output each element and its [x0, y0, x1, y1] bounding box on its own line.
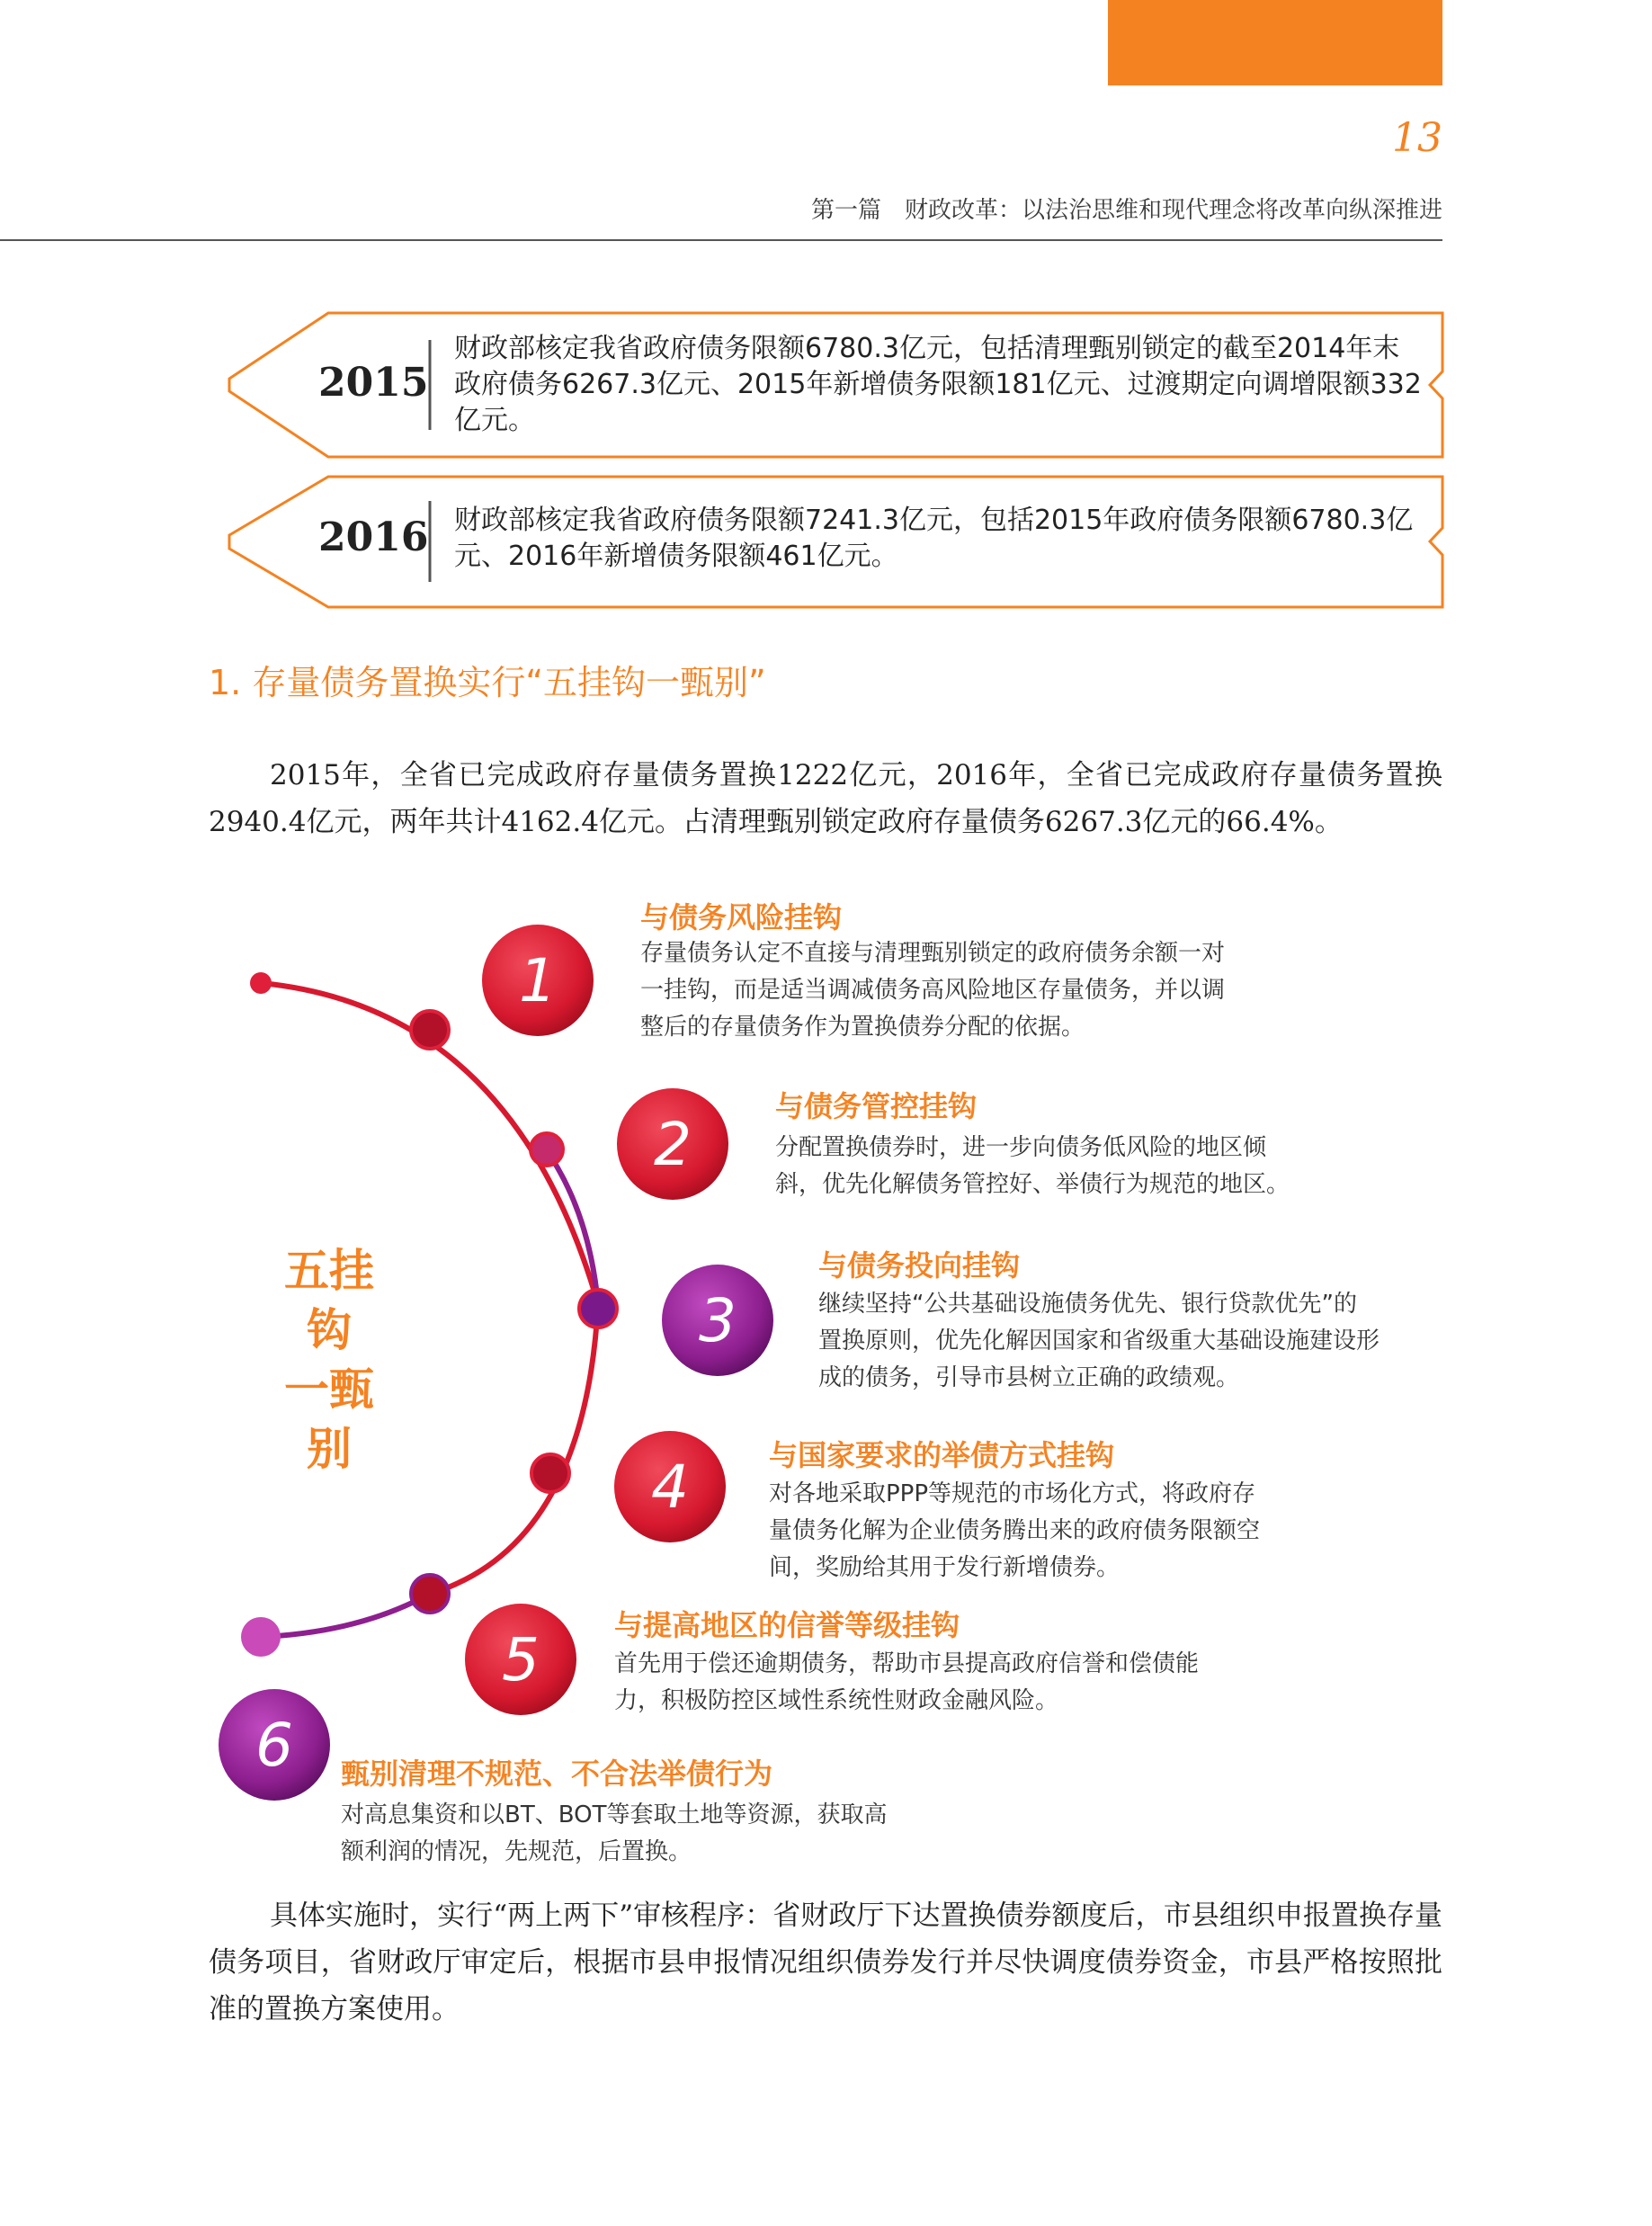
- item-6-desc-line: 额利润的情况，先规范，后置换。: [341, 1838, 692, 1865]
- running-head: 第一篇 财政改革：以法治思维和现代理念将改革向纵深推进: [810, 197, 1442, 224]
- item-3-desc: [818, 1286, 1380, 1397]
- item-3-desc-line: 继续坚持“公共基础设施债务优先、银行贷款优先”的: [818, 1291, 1357, 1318]
- item-5-desc: [614, 1646, 1199, 1720]
- arc-dot-start: [250, 972, 272, 994]
- badge-number-4: 4: [651, 1452, 689, 1522]
- item-3-desc-line: 置换原则，优先化解因国家和省级重大基础设施建设形: [818, 1328, 1380, 1354]
- item-5-desc-line: 力，积极防控区域性系统性财政金融风险。: [614, 1687, 1059, 1714]
- arc-dot-1: [411, 1011, 449, 1049]
- year-label-2016: 2016: [318, 514, 429, 560]
- item-3-desc-line: 成的债务，引导市县树立正确的政绩观。: [818, 1364, 1240, 1391]
- item-6-title: 甄别清理不规范、不合法举债行为: [341, 1757, 773, 1791]
- center-label-line2: 一甄别: [284, 1363, 374, 1475]
- arc-dot-end: [241, 1617, 281, 1657]
- item-1-title: 与债务风险挂钩: [640, 900, 843, 934]
- item-4-desc-line: 量债务化解为企业债务腾出来的政府债务限额空: [769, 1517, 1261, 1544]
- section-title: 1. 存量债务置换实行“五挂钩一甄别”: [209, 663, 766, 702]
- badge-number-3: 3: [699, 1285, 737, 1355]
- header-orange-tab: [1108, 0, 1442, 85]
- item-4-desc: [769, 1476, 1260, 1587]
- intro-paragraph: 2015年，全省已完成政府存量债务置换1222亿元，2016年，全省已完成政府存量债务置换2940.4亿元，两年共计4162.4亿元。占清理甄别锁定政府存量债务6267.3亿元的66.4%。: [209, 759, 1442, 838]
- item-6-desc: [341, 1797, 887, 1871]
- item-4-desc-line: 间，奖励给其用于发行新增债券。: [769, 1554, 1121, 1581]
- item-1-desc-line: 存量债务认定不直接与清理甄别锁定的政府债务余额一对: [640, 940, 1226, 967]
- item-6-desc-line: 对高息集资和以BT、BOT等套取土地等资源，获取高: [341, 1801, 888, 1828]
- item-2-desc-line: 分配置换债券时，进一步向债务低风险的地区倾: [775, 1134, 1267, 1161]
- item-3-title: 与债务投向挂钩: [818, 1248, 1021, 1283]
- page-number: 13: [1392, 115, 1442, 161]
- arc-dot-5: [411, 1575, 449, 1613]
- closing-paragraph: 具体实施时，实行“两上两下”审核程序：省财政厅下达置换债券额度后，市县组织申报置换存量债务项目，省财政厅审定后，根据市县申报情况组织债券发行并尽快调度债券资金，市县严格按照批准的置换方案使用。: [209, 1900, 1442, 2025]
- item-4-title: 与国家要求的举债方式挂钩: [769, 1438, 1115, 1472]
- item-5-title: 与提高地区的信誉等级挂钩: [614, 1608, 960, 1642]
- year-box-2015-text: 财政部核定我省政府债务限额6780.3亿元，包括清理甄别锁定的截至2014年末政府债务6267.3亿元、2015年新增债务限额181亿元、过渡期定向调增限额332亿元。: [454, 333, 1422, 436]
- item-2-desc-line: 斜，优先化解债务管控好、举债行为规范的地区。: [775, 1171, 1290, 1198]
- badge-number-2: 2: [654, 1109, 692, 1179]
- diagram-center-label: [266, 1241, 392, 1479]
- item-1-desc-line: 一挂钩，而是适当调减债务高风险地区存量债务，并以调: [640, 977, 1226, 1004]
- arc-dot-4: [531, 1454, 569, 1492]
- year-label-2015: 2015: [318, 360, 429, 406]
- item-1-desc: [640, 935, 1225, 1046]
- item-4-desc-line: 对各地采取PPP等规范的市场化方式，将政府存: [769, 1480, 1256, 1507]
- item-2-title: 与债务管控挂钩: [775, 1089, 978, 1123]
- badge-number-5: 5: [502, 1624, 540, 1694]
- badge-number-6: 6: [255, 1710, 293, 1780]
- arc-dot-3: [579, 1290, 617, 1328]
- center-label-line1: 五挂钩: [284, 1244, 374, 1356]
- header-rule: [0, 239, 1442, 241]
- item-2-desc: [775, 1130, 1290, 1203]
- badge-number-1: 1: [519, 945, 557, 1015]
- year-box-2016-text: 财政部核定我省政府债务限额7241.3亿元，包括2015年政府债务限额6780.3亿元、2016年新增债务限额461亿元。: [454, 505, 1414, 572]
- item-5-desc-line: 首先用于偿还逾期债务，帮助市县提高政府信誉和偿债能: [614, 1650, 1200, 1677]
- arc-dot-2: [531, 1133, 563, 1166]
- item-1-desc-line: 整后的存量债务作为置换债券分配的依据。: [640, 1014, 1085, 1041]
